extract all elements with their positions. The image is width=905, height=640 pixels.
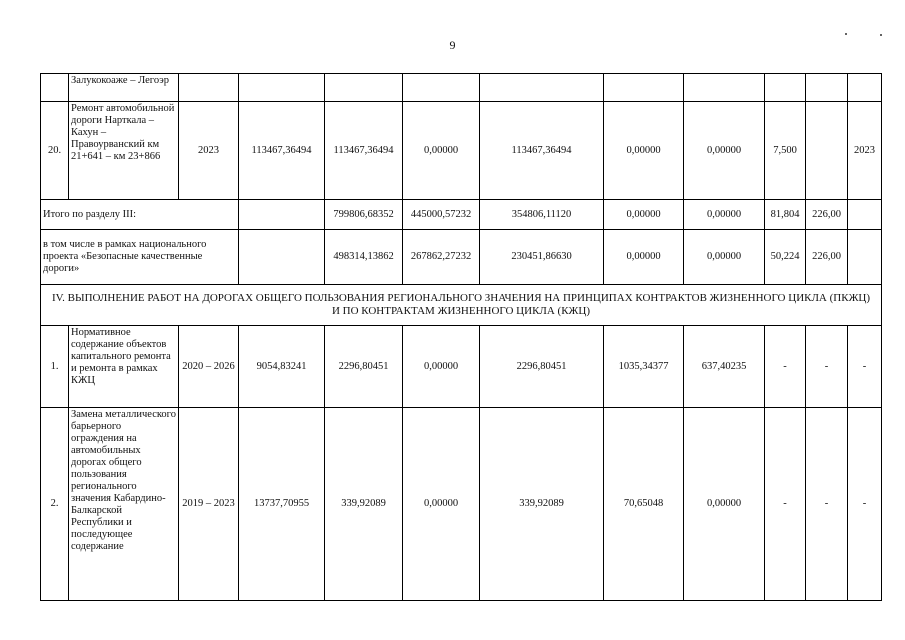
cell-value: 0,00000 <box>684 230 765 285</box>
cell-value: 7,500 <box>765 102 806 200</box>
section-title: IV. ВЫПОЛНЕНИЕ РАБОТ НА ДОРОГАХ ОБЩЕГО ПОЛЬЗОВАНИЯ РЕГИОНАЛЬНОГО ЗНАЧЕНИЯ НА ПРИНЦИПАХ КОНТРАКТОВ ЖИЗНЕННОГО ЦИКЛА (ПКЖЦ) И ПО КОНТРАКТАМ ЖИЗНЕННОГО ЦИКЛА (КЖЦ) <box>41 285 882 326</box>
cell-num: 2. <box>41 408 69 601</box>
cell-value: - <box>765 326 806 408</box>
cell-value: - <box>848 326 882 408</box>
cell-value: 339,92089 <box>325 408 403 601</box>
cell-value: - <box>848 408 882 601</box>
cell-value: 13737,70955 <box>239 408 325 601</box>
cell-value: 0,00000 <box>403 102 480 200</box>
table-row <box>41 408 882 601</box>
cell-object-name: Ремонт автомобильной дороги Нарткала – Кахун – Правоурванский км 21+641 – км 23+866 <box>69 102 179 200</box>
table-row <box>41 102 882 200</box>
table-row <box>41 230 882 285</box>
subtotal-label: Итого по разделу III: <box>41 200 239 230</box>
cell-value: 0,00000 <box>604 200 684 230</box>
cell-value: 113467,36494 <box>239 102 325 200</box>
cell-value <box>806 102 848 200</box>
cell-value: 498314,13862 <box>325 230 403 285</box>
cell-object-name: Замена металлического барьерного ограждения на автомобильных дорогах общего пользования регионального значения Кабардино-Балкарской Республики и последующее содержание <box>69 408 179 601</box>
cell-value: 9054,83241 <box>239 326 325 408</box>
cell-years: 2020 – 2026 <box>179 326 239 408</box>
cell-value: 113467,36494 <box>325 102 403 200</box>
cell-num: 1. <box>41 326 69 408</box>
cell-num: 20. <box>41 102 69 200</box>
cell-value: 445000,57232 <box>403 200 480 230</box>
cell-value: 81,804 <box>765 200 806 230</box>
cell-num <box>41 74 69 102</box>
cell-value: 2296,80451 <box>480 326 604 408</box>
cell-value: 0,00000 <box>684 200 765 230</box>
cell-value: 799806,68352 <box>325 200 403 230</box>
cell-value: 354806,11120 <box>480 200 604 230</box>
table-row <box>41 74 882 102</box>
cell-object-name: Нормативное содержание объектов капитального ремонта и ремонта в рамках КЖЦ <box>69 326 179 408</box>
cell-value: 1035,34377 <box>604 326 684 408</box>
cell-value: - <box>806 326 848 408</box>
scan-speck <box>845 33 847 35</box>
works-table <box>40 73 882 601</box>
table-row <box>41 326 882 408</box>
cell-value: 339,92089 <box>480 408 604 601</box>
cell-value: 637,40235 <box>684 326 765 408</box>
scan-speck <box>880 34 882 36</box>
cell-years: 2019 – 2023 <box>179 408 239 601</box>
cell-value: 0,00000 <box>604 102 684 200</box>
page-number: 9 <box>449 38 456 52</box>
subtotal-label: в том числе в рамках национального проекта «Безопасные качественные дороги» <box>41 230 239 285</box>
cell-value: 2023 <box>848 102 882 200</box>
cell-value: 230451,86630 <box>480 230 604 285</box>
cell-value: 0,00000 <box>604 230 684 285</box>
cell-value: 70,65048 <box>604 408 684 601</box>
cell-value: 113467,36494 <box>480 102 604 200</box>
cell-value: - <box>806 408 848 601</box>
cell-years: 2023 <box>179 102 239 200</box>
cell-value: 0,00000 <box>684 408 765 601</box>
cell-value: 2296,80451 <box>325 326 403 408</box>
cell-object-name: Залукокоаже – Легоэр <box>69 74 179 102</box>
cell-value: 0,00000 <box>684 102 765 200</box>
cell-value: 0,00000 <box>403 408 480 601</box>
cell-value: - <box>765 408 806 601</box>
cell-value: 267862,27232 <box>403 230 480 285</box>
table-row <box>41 200 882 230</box>
cell-value: 50,224 <box>765 230 806 285</box>
cell-value: 226,00 <box>806 200 848 230</box>
section-row <box>41 285 882 326</box>
cell-value: 0,00000 <box>403 326 480 408</box>
cell-value: 226,00 <box>806 230 848 285</box>
